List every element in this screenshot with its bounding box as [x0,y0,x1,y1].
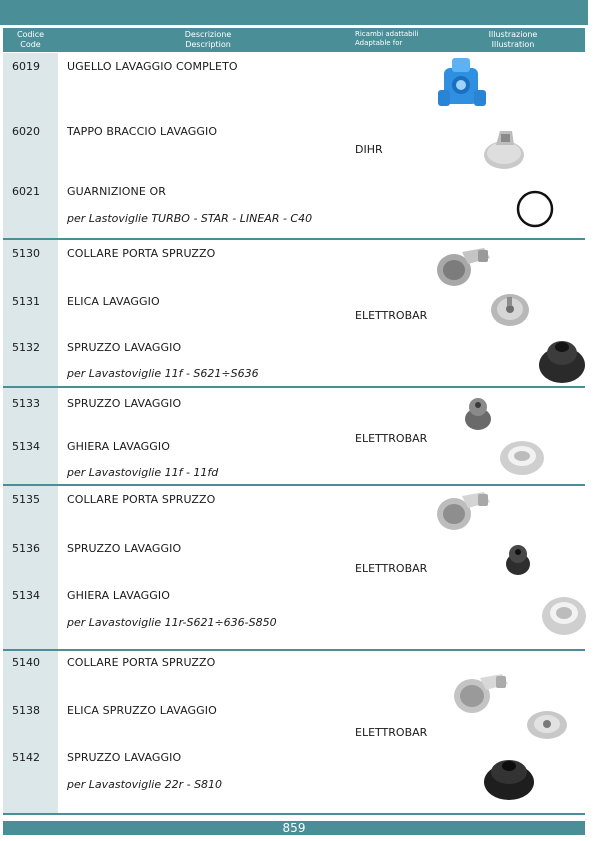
header-desc-it: Descrizione [184,30,232,39]
item-description: SPRUZZO LAVAGGIO [67,341,182,354]
item-description: UGELLO LAVAGGIO COMPLETO [67,60,238,73]
item-description: COLLARE PORTA SPRUZZO [67,493,216,506]
item-description: COLLARE PORTA SPRUZZO [67,656,216,669]
group-separator [3,484,585,486]
spray-nozzle-small-image [460,393,496,433]
item-code: 5134 [12,440,40,453]
collar-image [432,488,494,534]
compatibility-note: per Lavastoviglie 11r-S621÷636-S850 [67,616,277,629]
header-ric-en: Adaptable for [355,39,403,47]
adaptable-brand: ELETTROBAR [355,562,428,575]
code-column-bg [3,53,58,238]
code-column-bg [3,240,58,386]
item-description: TAPPO BRACCIO LAVAGGIO [67,125,218,138]
top-banner-gap [588,0,600,25]
spray-nozzle-image [480,750,538,802]
item-description: SPRUZZO LAVAGGIO [67,397,182,410]
collar-image [432,242,496,290]
item-code: 6019 [12,60,40,73]
item-code: 5131 [12,295,40,308]
propeller-image [524,708,570,742]
code-column-bg [3,651,58,813]
item-description: ELICA LAVAGGIO [67,295,160,308]
item-code: 5135 [12,493,40,506]
item-code: 5133 [12,397,40,410]
spray-nozzle-image [536,333,588,385]
header-adaptable [355,30,465,48]
header-ric-it: Ricambi adattabili [355,30,419,38]
header-code-it: Codice [16,30,45,39]
collar-image [450,668,512,716]
item-code: 5140 [12,656,40,669]
page-number: 859 [282,821,306,835]
adaptable-brand: DIHR [355,143,383,156]
compatibility-note: per Lavastoviglie 11f - 11fd [67,466,219,479]
page-footer [3,821,585,835]
item-code: 6020 [12,125,40,138]
item-code: 6021 [12,185,40,198]
item-description: GUARNIZIONE OR [67,185,167,198]
header-code-en: Code [20,40,41,49]
top-banner [0,0,588,25]
compatibility-note: per Lavastoviglie 22r - S810 [67,778,223,791]
group-separator [3,813,585,815]
header-ill-en: Illustration [491,40,535,49]
item-code: 5132 [12,341,40,354]
compatibility-note: per Lastoviglie TURBO - STAR - LINEAR - C40 [67,212,313,225]
item-code: 5136 [12,542,40,555]
item-code: 5142 [12,751,40,764]
group-separator [3,649,585,651]
header-desc-en: Description [185,40,231,49]
item-description: GHIERA LAVAGGIO [67,440,171,453]
adaptable-brand: ELETTROBAR [355,432,428,445]
item-code: 5130 [12,247,40,260]
group-separator [3,386,585,388]
code-column-bg [3,486,58,649]
header-code [3,30,58,50]
group-separator [3,238,585,240]
propeller-image [488,292,532,328]
compatibility-note: per Lavastoviglie 11f - S621÷S636 [67,367,259,380]
header-description [58,30,358,50]
item-code: 5138 [12,704,40,717]
item-description: ELICA SPRUZZO LAVAGGIO [67,704,217,717]
item-description: SPRUZZO LAVAGGIO [67,542,182,555]
table-header [3,28,585,52]
header-illustration [458,30,568,50]
item-code: 5134 [12,589,40,602]
cap-image [480,125,528,173]
spray-nozzle-small-image [502,540,534,578]
adaptable-brand: ELETTROBAR [355,309,428,322]
adaptable-brand: ELETTROBAR [355,726,428,739]
header-ill-it: Illustrazione [488,30,538,39]
item-description: SPRUZZO LAVAGGIO [67,751,182,764]
nozzle-complete-image [430,52,494,116]
ring-nut-image [540,593,588,637]
o-ring-image [514,188,556,230]
ring-nut-image [498,437,546,477]
item-description: COLLARE PORTA SPRUZZO [67,247,216,260]
item-description: GHIERA LAVAGGIO [67,589,171,602]
